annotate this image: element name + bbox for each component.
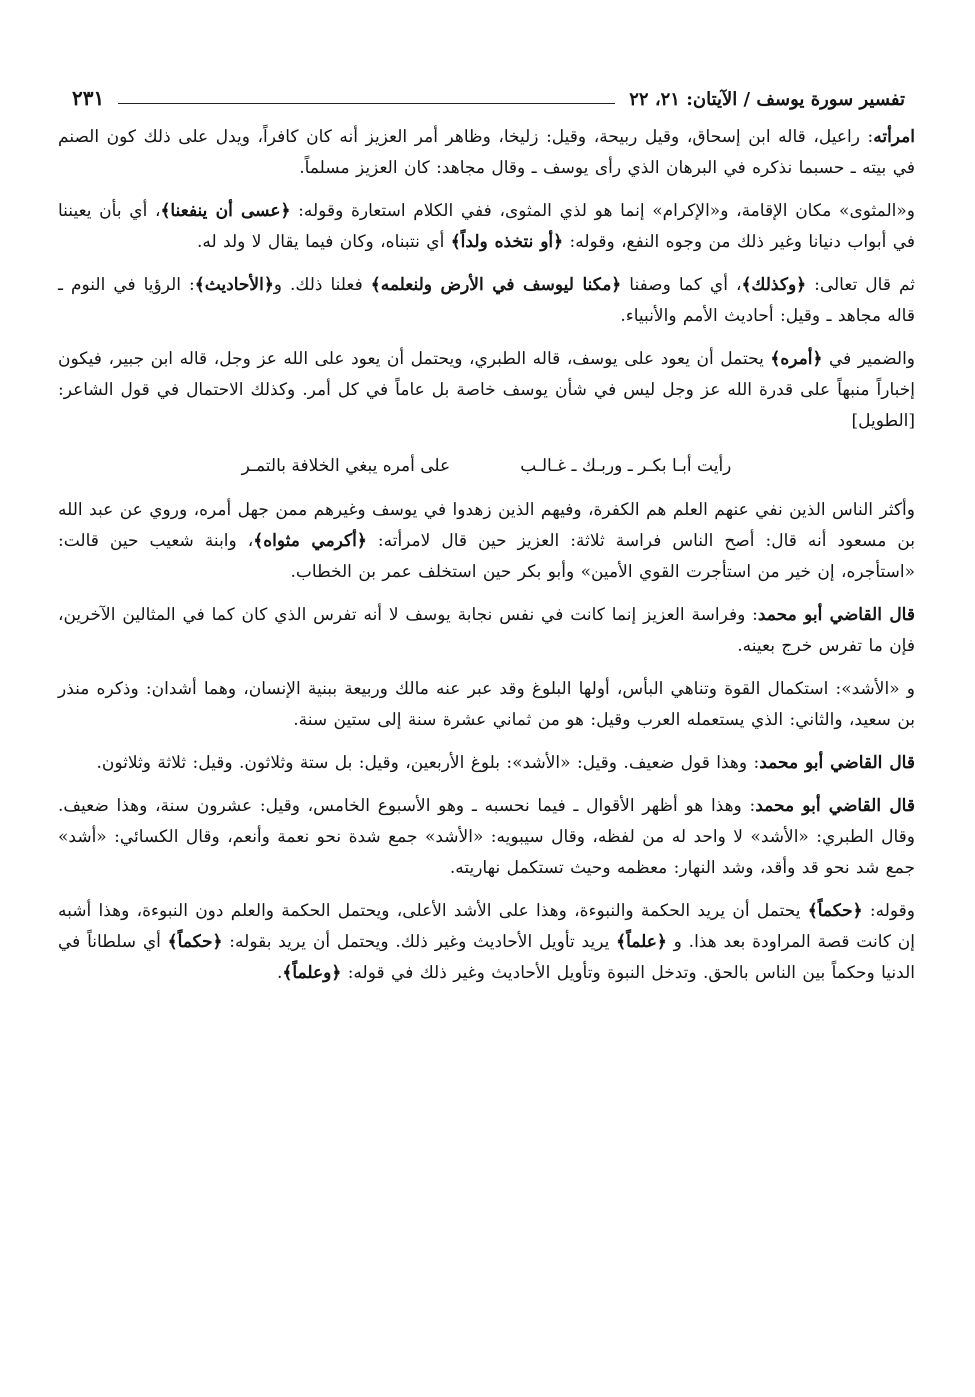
- text-run: أي نتبناه، وكان فيما يقال لا ولد له.: [196, 232, 451, 252]
- paragraph: [58, 791, 915, 884]
- running-title: تفسير سورة يوسف / الآيتان: ٢١، ٢٢: [629, 89, 905, 110]
- bold-phrase: ﴿أو نتخذه ولداً﴾: [450, 232, 564, 252]
- text-run: يريد تأويل الأحاديث وغير ذلك. ويحتمل أن يريد بقوله:: [222, 932, 617, 952]
- bold-phrase: قال القاضي أبو محمد: [755, 796, 915, 816]
- paragraph: [58, 600, 915, 662]
- header-rule: [118, 103, 615, 104]
- text-run: : وهذا قول ضعيف. وقيل: «الأشد»: بلوغ الأربعين، وقيل: بل ستة وثلاثون. وقيل: ثلاثة وثلاثون.: [96, 753, 760, 773]
- verse-first-hemistich: رأيت أبـا بكـر ـ وربـك ـ غـالـب: [520, 456, 732, 476]
- paragraph: [58, 270, 915, 332]
- bold-phrase: امرأته: [873, 127, 915, 147]
- text-run: يحتمل أن يعود على يوسف، قاله الطبري، ويحتمل أن يعود على الله عز وجل، قاله ابن جبير، فيكون إخباراً منبهاً على قدرة الله عز وجل ليس في شأن يوسف خاصة بل عاماً في كل أمر. وكذلك الاحتمال في قول الشاعر: [الطويل]: [58, 349, 915, 431]
- bold-phrase: ﴿علماً﴾: [616, 932, 667, 952]
- bold-phrase: ﴿وعلماً﴾: [282, 963, 342, 983]
- text-run: والضمير في: [822, 349, 916, 369]
- page-number: ٢٣١: [72, 86, 105, 110]
- text-run: و«المثوى» مكان الإقامة، و«الإكرام» إنما هو لذي المثوى، ففي الكلام استعارة وقوله:: [290, 201, 915, 221]
- text-run: أي سلطاناً في الدنيا وحكماً بين الناس بالحق. وتدخل النبوة وتأويل الأحاديث وغير ذلك في قوله:: [58, 932, 915, 983]
- text-run: ، وابنة شعيب حين قالت: «استأجره، إن خير من استأجرت القوي الأمين» وأبو بكر حين استخلف عمر بن الخطاب.: [58, 531, 915, 582]
- text-run: : راعيل، قاله ابن إسحاق، وقيل ربيحة، وقيل: زليخا، وظاهر أمر العزيز أنه كان كافراً، ويدل على ذلك كون الصنم في بيته ـ حسبما نذكره في البرهان الذي رأى يوسف ـ وقال مجاهد: كان العزيز مسلماً.: [58, 127, 915, 178]
- bold-phrase: قال القاضي أبو محمد: [759, 753, 915, 773]
- running-header: [72, 80, 905, 110]
- bold-phrase: ﴿أكرمي مثواه﴾: [253, 531, 367, 551]
- bold-phrase: ﴿عسى أن ينفعنا﴾: [160, 201, 291, 221]
- bold-phrase: قال القاضي أبو محمد: [757, 605, 915, 625]
- text-run: .: [276, 963, 283, 983]
- poetry-verse: [58, 449, 915, 483]
- paragraph: [58, 674, 915, 736]
- paragraph: [58, 896, 915, 989]
- bold-phrase: ﴿مكنا ليوسف في الأرض ولنعلمه﴾: [370, 275, 622, 295]
- body-text-top: [58, 122, 915, 437]
- body-text-bottom: [58, 495, 915, 989]
- bold-phrase: ﴿حكماً﴾: [167, 932, 223, 952]
- text-run: : الرؤيا في النوم ـ قاله مجاهد ـ وقيل: أحاديث الأمم والأنبياء.: [58, 275, 915, 326]
- text-run: وقوله:: [862, 901, 915, 921]
- bold-phrase: ﴿الأحاديث﴾: [194, 275, 274, 295]
- text-run: : وهذا هو أظهر الأقوال ـ فيما نحسبه ـ وهو الأسبوع الخامس، وقيل: عشرون سنة، وهذا ضعيف. وقال الطبري: «الأشد» لا واحد له من لفظه، وقال سيبويه: «الأشد» جمع شدة نحو نعمة وأنعم، وقال الكسائي: «أشد» جمع شد نحو قد وأقد، وشد النهار: معظمه وحيث تستكمل نهاريته.: [58, 796, 915, 878]
- bold-phrase: ﴿حكماً﴾: [807, 901, 863, 921]
- text-run: ، أي كما وصفنا: [621, 275, 742, 295]
- text-run: يحتمل أن يريد الحكمة والنبوءة، وهذا على الأشد الأعلى، ويحتمل الحكمة والعلم دون النبوءة، وهذا أشبه إن كانت قصة المراودة بعد هذا. و: [58, 901, 915, 952]
- bold-phrase: ﴿وكذلك﴾: [741, 275, 807, 295]
- text-run: ثم قال تعالى:: [806, 275, 916, 295]
- paragraph: [58, 344, 915, 437]
- text-run: ، أي بأن يعيننا في أبواب دنيانا وغير ذلك من وجوه النفع، وقوله:: [58, 201, 915, 252]
- verse-second-hemistich: على أمره يبغي الخلافة بالتمـر: [241, 456, 451, 476]
- paragraph: [58, 495, 915, 588]
- text-run: : وفراسة العزيز إنما كانت في نفس نجابة يوسف لا أنه تفرس الذي كان كما في المثالين الآخرين، فإن ما تفرس خرج بعينه.: [58, 605, 915, 656]
- paragraph: [58, 748, 915, 779]
- paragraph: [58, 196, 915, 258]
- paragraph: [58, 122, 915, 184]
- text-run: وأكثر الناس الذين نفي عنهم العلم هم الكفرة، وفيهم الذين زهدوا في يوسف وغيرهم ممن جهل أمره، وروي عن عبد الله بن مسعود أنه قال: أصح الناس فراسة ثلاثة: العزيز حين قال لامرأته:: [58, 500, 916, 551]
- text-run: فعلنا ذلك. و: [273, 275, 371, 295]
- text-run: و «الأشد»: استكمال القوة وتناهي البأس، أولها البلوغ وقد عبر عنه مالك وربيعة ببنية الإنسان، وهما أشدان: وذكره منذر بن سعيد، والثاني: الذي يستعمله العرب وقيل: هو من ثماني عشرة سنة إلى ستين سنة.: [58, 679, 915, 730]
- bold-phrase: ﴿أمره﴾: [770, 349, 823, 369]
